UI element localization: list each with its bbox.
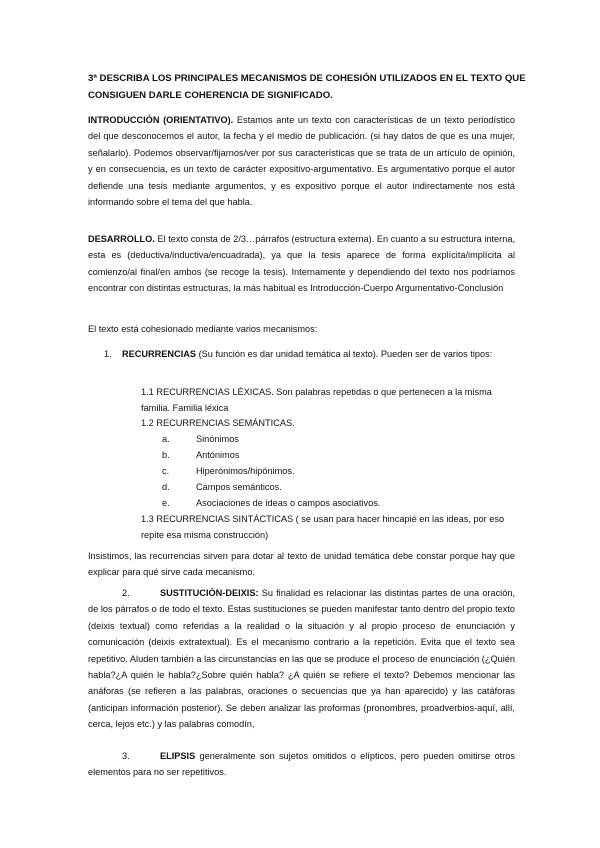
sustitucion-number: 2.: [122, 588, 130, 598]
recurrencias-semanticas: 1.2 RECURRENCIAS SEMÁNTICAS.: [141, 418, 295, 428]
intro-paragraph: [88, 112, 515, 210]
desarrollo-text: El texto consta de 2/3…párrafos (estructura externa). En cuanto a su estructura interna, esta es (deductiva/inductiva/encuadrada), ya que la tesis aparece de forma explícita/implícita al comienzo/al final/en ambos (se recoge la tesis). Internamente y dependiendo del texto nos podríamos encontrar con distintas estructuras, la más habitual es Introducción-Cuerpo Argumentativo-Conclusión: [88, 234, 515, 294]
list-item-letter: d.: [162, 482, 170, 492]
list-item: Asociaciones de ideas o campos asociativos.: [196, 498, 381, 508]
list-item: Campos semánticos.: [196, 482, 282, 492]
recurrencias-number: 1.: [104, 349, 112, 359]
recurrencias-label: RECURRENCIAS: [122, 349, 197, 359]
recurrencias-paragraph: [122, 346, 515, 362]
sustitucion-label: SUSTITUCIÓN-DEIXIS:: [160, 588, 259, 598]
question-heading: 3ª DESCRIBA LOS PRINCIPALES MECANISMOS DE COHESIÓN UTILIZADOS EN EL TEXTO QUE CONSIGUEN DARLE COHERENCIA DE SIGNIFICADO.: [88, 73, 526, 101]
list-item-letter: b.: [162, 450, 170, 460]
elipsis-label: ELIPSIS: [160, 751, 196, 761]
list-item: Hiperónimos/hipónimos.: [196, 466, 295, 476]
recurrencias-text: (Su función es dar unidad temática al texto). Pueden ser de varios tipos:: [198, 349, 493, 359]
desarrollo-paragraph: [88, 231, 515, 297]
intro-label: INTRODUCCIÓN (ORIENTATIVO).: [88, 115, 234, 125]
sustitucion-paragraph: [88, 585, 515, 733]
elipsis-text: generalmente son sujetos omitidos o elípticos, pero pueden omitirse otros elementos para no ser repetitivos.: [88, 751, 515, 778]
elipsis-number: 3.: [122, 751, 130, 761]
intro-text: Estamos ante un texto con características de un texto periodístico del que desconocemos el autor, la fecha y el medio de publicación. (si hay datos de que es una mujer, señalarlo). Podemos observar/fijarnos/ver por sus características que se trata de un artículo de opinión, y en consecuencia, es un texto de carácter expositivo-argumentativo. Es argumentativo porque el autor defiende una tesis mediante argumentos, y es expositivo porque el autor indirectamente nos está informando sobre el tema del que habla.: [88, 115, 515, 208]
list-item-letter: a.: [162, 434, 170, 444]
elipsis-paragraph: [88, 748, 515, 781]
list-item-letter: e.: [162, 498, 170, 508]
insistimos-paragraph: Insistimos, las recurrencias sirven para dotar al texto de unidad temática debe constar porque hay que explicar para qué sirve cada mecanismo.: [88, 551, 515, 578]
list-item: Sinónimos: [196, 434, 239, 444]
recurrencias-lexicas: 1.1 RECURRENCIAS LÉXICAS. Son palabras repetidas o que pertenecen a la misma familia. Familia léxica: [141, 387, 492, 414]
list-item: Antónimos: [196, 450, 240, 460]
sustitucion-text: Su finalidad es relacionar las distintas partes de una oración, de los párrafos o de todo el texto. Estas sustituciones se pueden manifestar tanto dentro del propio texto (deixis textual) como referidas a la realidad o la situación y al propio proceso de enunciación y comunicación (deixis extratextual). Es el mecanismo contrario a la repetición. Evita que el texto sea repetitivo. Aluden también a las circunstancias en las que se produce el proceso de enunciación (¿Quién habla?¿A quién le habla?¿Sobre quién habla? ¿A quién se refiere el texto? Debemos mencionar las anáforas (se refieren a las palabras, oraciones o secuencias que ya han aparecido) y las catáforas (anticipan información posterior). Se deben analizar las proformas (pronombres, proadverbios-aquí, allí, cerca, lejos etc.) y las palabras comodín,: [88, 588, 515, 730]
recurrencias-sintacticas: 1.3 RECURRENCIAS SINTÁCTICAS ( se usan para hacer hincapié en las ideas, por eso repite esa misma construcción): [141, 514, 505, 541]
desarrollo-label: DESARROLLO.: [88, 234, 155, 244]
cohesion-intro: El texto está cohesionado mediante varios mecanismos:: [88, 324, 318, 334]
list-item-letter: c.: [162, 466, 170, 476]
